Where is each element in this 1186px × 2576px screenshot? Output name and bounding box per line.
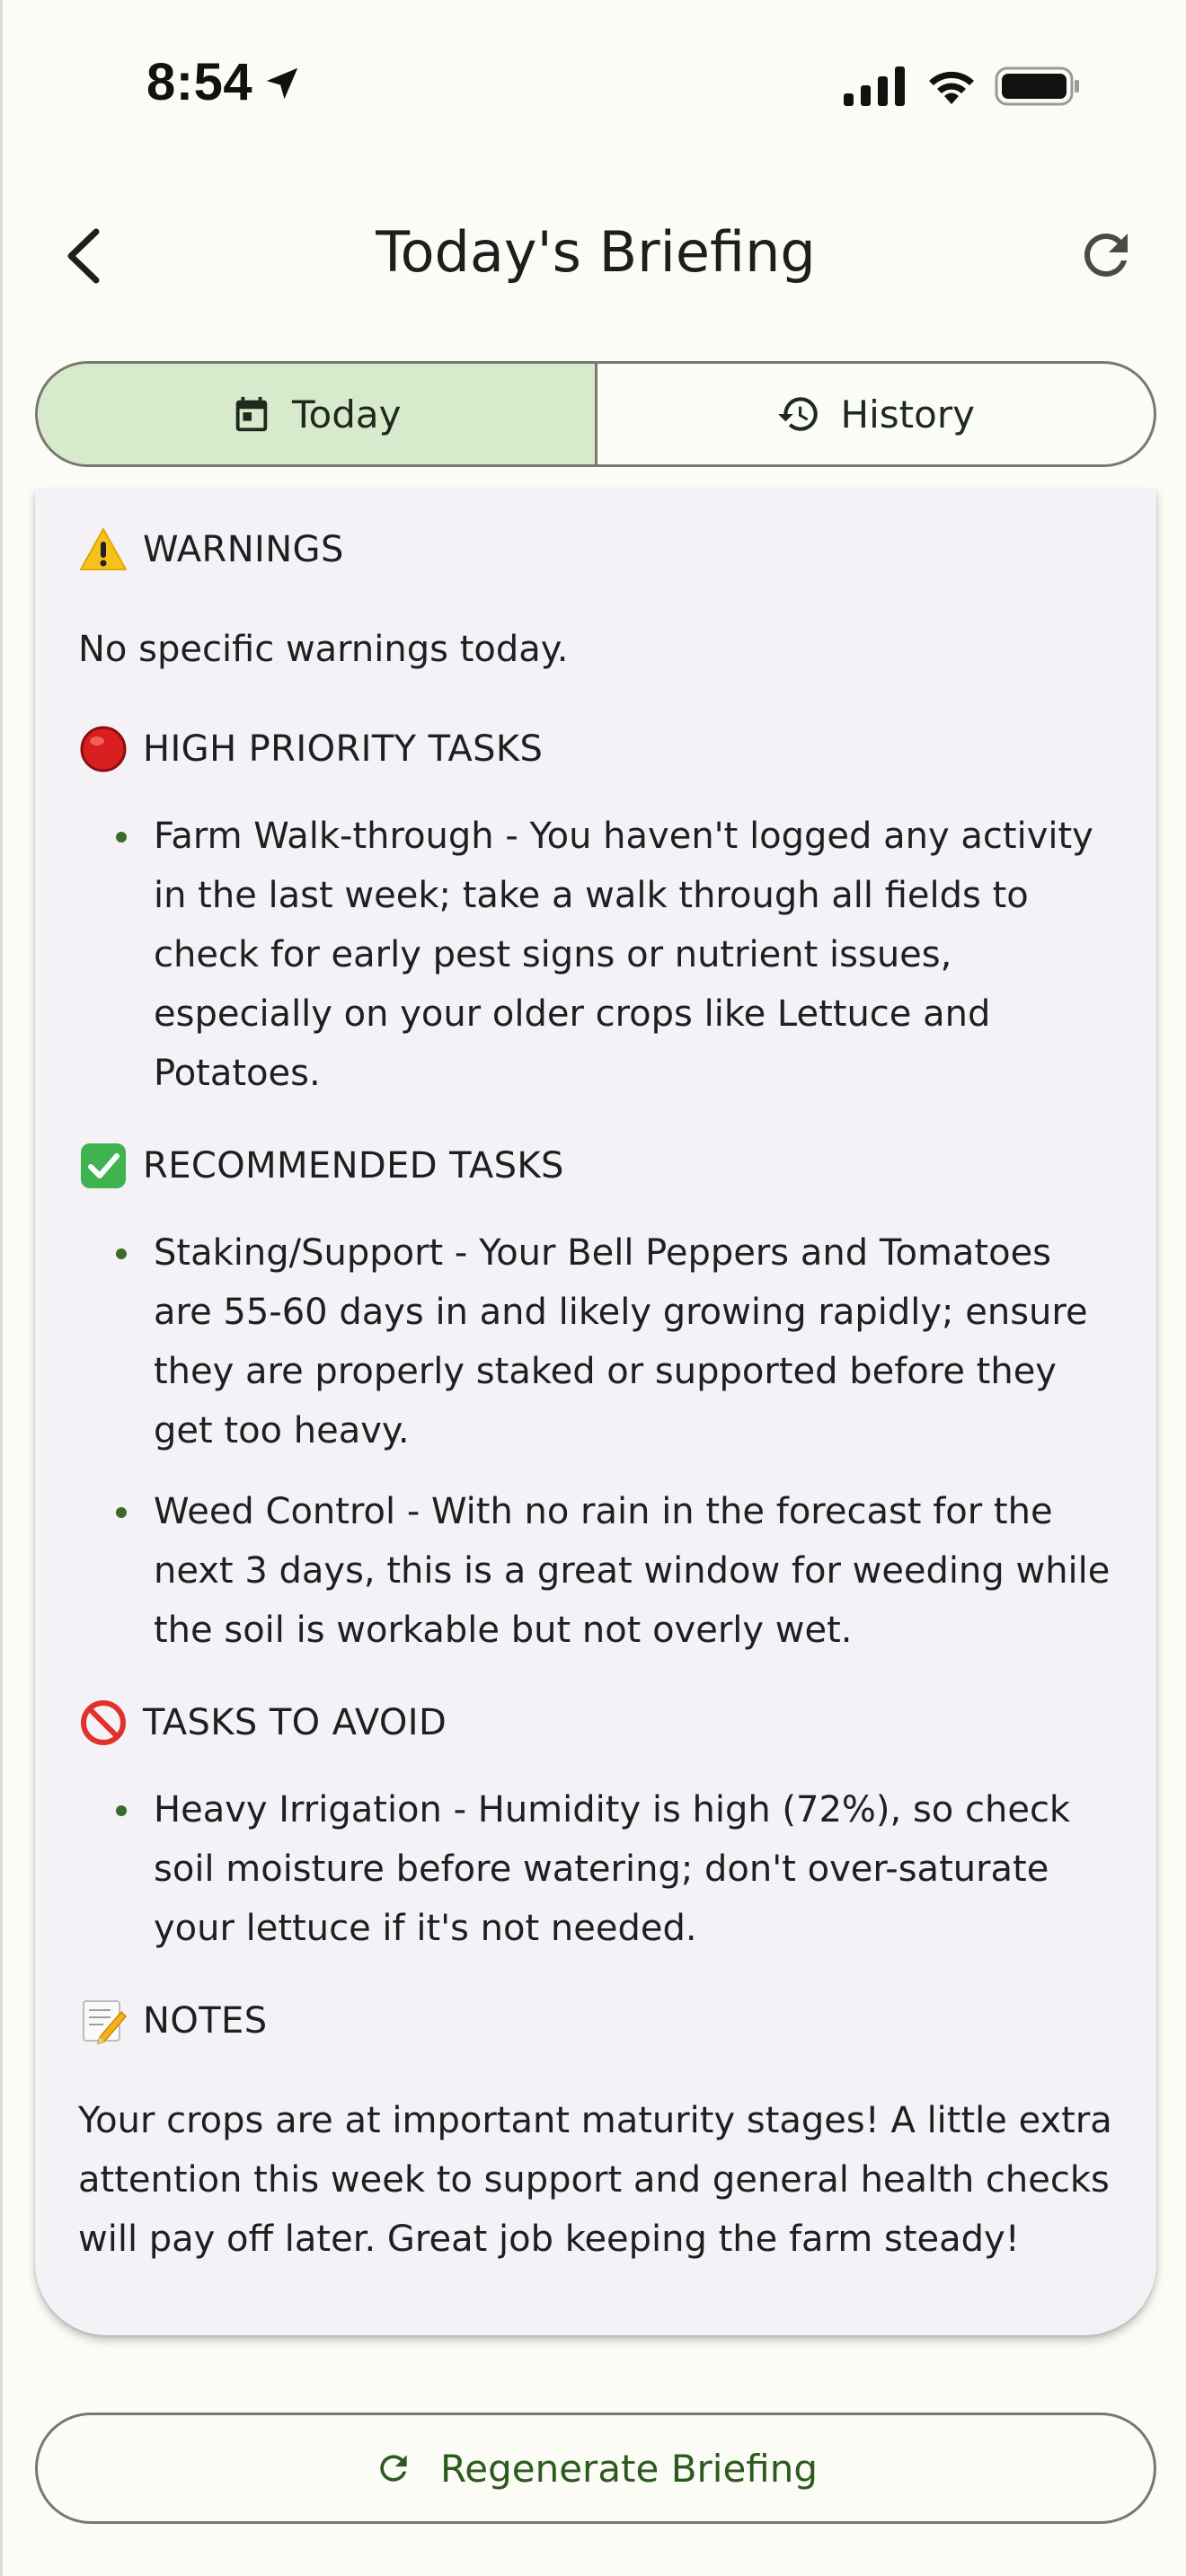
bullet (116, 832, 127, 842)
bullet (116, 1507, 127, 1518)
recommended-heading-text: RECOMMENDED TASKS (143, 1145, 564, 1187)
battery-icon (995, 66, 1081, 106)
location-arrow-icon (261, 63, 303, 104)
status-bar (3, 0, 1186, 171)
wifi-icon (925, 65, 978, 106)
high-priority-list (78, 807, 1113, 1103)
history-icon (776, 392, 821, 437)
list-item (78, 1780, 1113, 1958)
recommended-heading (78, 1139, 1113, 1193)
app-header (3, 198, 1186, 314)
bullet (116, 1248, 127, 1259)
warnings-heading (78, 523, 1113, 577)
high-priority-heading (78, 722, 1113, 776)
memo-icon (78, 1996, 128, 2046)
refresh-icon[interactable] (1074, 223, 1138, 287)
high-priority-heading-text: HIGH PRIORITY TASKS (143, 728, 544, 770)
warning-icon (78, 525, 128, 575)
list-item-text: Staking/Support - Your Bell Peppers and Tomatoes are 55-60 days in and likely growing rapidly; ensure they are properly staked or supported before they get too heavy. (154, 1232, 1088, 1451)
status-time: 8:54 (146, 53, 253, 111)
calendar-icon (231, 393, 272, 435)
check-mark-icon (78, 1141, 128, 1191)
list-item (78, 1223, 1113, 1460)
warnings-text: No specific warnings today. (78, 629, 569, 670)
list-item-text: Heavy Irrigation - Humidity is high (72%), so check soil moisture before watering; don't over-saturate your lettuce if it's not needed. (154, 1789, 1071, 1949)
avoid-list (78, 1780, 1113, 1958)
notes-text: Your crops are at important maturity stages! A little extra attention this week to support and general health checks will pay off later. Great job keeping the farm steady! (78, 2100, 1112, 2260)
notes-heading (78, 1994, 1113, 2048)
tab-today[interactable] (38, 364, 597, 464)
refresh-icon (374, 2448, 413, 2488)
tab-history[interactable] (597, 364, 1155, 464)
regenerate-briefing-label: Regenerate Briefing (439, 2446, 819, 2491)
list-item-text: Weed Control - With no rain in the forecast for the next 3 days, this is a great window for weeding while the soil is workable but not overly wet. (154, 1491, 1111, 1651)
red-circle-icon (78, 724, 128, 774)
avoid-heading-text: TASKS TO AVOID (143, 1702, 447, 1743)
avoid-heading (78, 1696, 1113, 1750)
bullet (116, 1805, 127, 1816)
page-title: Today's Briefing (376, 219, 816, 285)
recommended-list (78, 1223, 1113, 1660)
tab-today-label: Today (292, 392, 402, 437)
list-item-text: Farm Walk-through - You haven't logged any activity in the last week; take a walk through all fields to check for early pest signs or nutrient issues, especially on your older crops like Lettuce and Potatoes. (154, 816, 1093, 1094)
list-item (78, 1482, 1113, 1660)
warnings-heading-text: WARNINGS (143, 529, 344, 570)
cellular-signal-icon (844, 66, 907, 106)
prohibited-icon (78, 1698, 128, 1748)
list-item (78, 807, 1113, 1103)
briefing-card (35, 489, 1156, 2335)
briefing-tabs (35, 361, 1156, 467)
tab-history-label: History (840, 392, 975, 437)
regenerate-briefing-button[interactable] (35, 2413, 1156, 2524)
notes-heading-text: NOTES (143, 2000, 268, 2042)
